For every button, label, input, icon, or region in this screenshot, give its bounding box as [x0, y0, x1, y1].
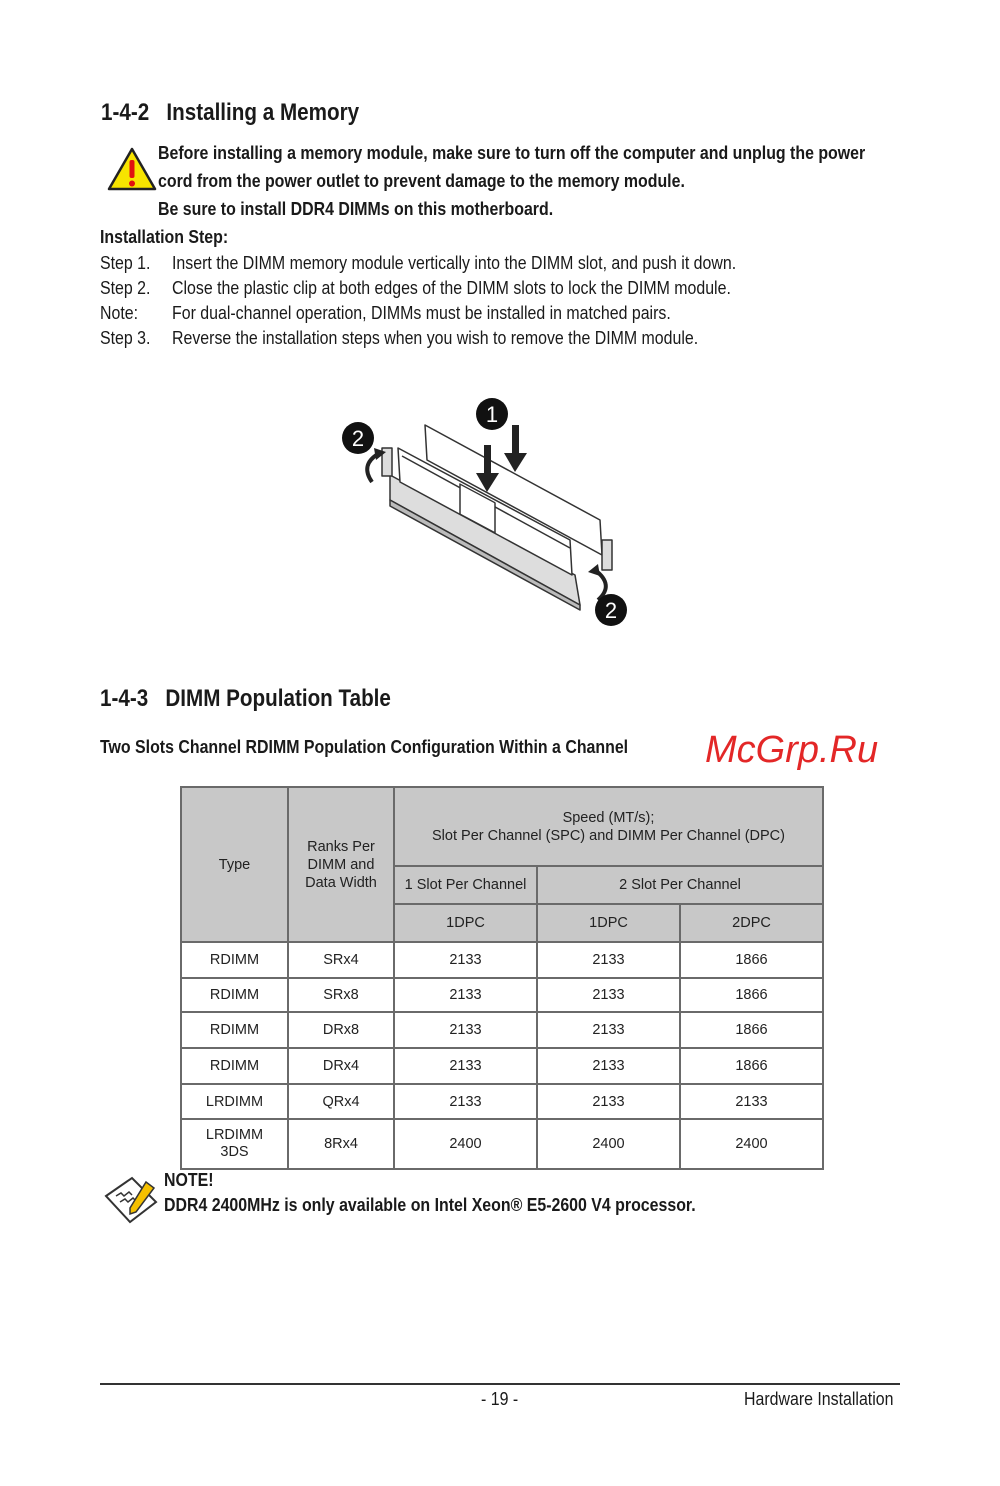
- callout-2: [342, 422, 374, 454]
- dimm-population-table: [180, 786, 824, 1170]
- callout-2: [595, 594, 627, 626]
- header-speed: Speed (MT/s); Slot Per Channel (SPC) and DIMM Per Channel (DPC): [394, 787, 823, 866]
- cell-speed: 2133: [394, 942, 537, 978]
- header-dpc: 1DPC: [394, 904, 537, 942]
- cell-speed: 2400: [537, 1119, 680, 1169]
- note-text: DDR4 2400MHz is only available on Intel Xeon® E5-2600 V4 processor.: [164, 1194, 696, 1215]
- table-row: [181, 1012, 823, 1048]
- cell-speed: 2133: [394, 1012, 537, 1048]
- header-dpc: 1DPC: [537, 904, 680, 942]
- cell-speed: 1866: [680, 978, 823, 1012]
- cell-type: RDIMM: [181, 1048, 288, 1084]
- table-row: [181, 942, 823, 978]
- cell-speed: 1866: [680, 1012, 823, 1048]
- cell-speed: 2133: [680, 1084, 823, 1119]
- svg-text:2: 2: [351, 426, 365, 451]
- callout-1: [476, 398, 508, 430]
- cell-ranks: QRx4: [288, 1084, 394, 1119]
- table-row: [181, 1119, 823, 1169]
- table-row: [181, 978, 823, 1012]
- cell-type: RDIMM: [181, 942, 288, 978]
- cell-ranks: DRx4: [288, 1048, 394, 1084]
- cell-speed: 2133: [537, 942, 680, 978]
- header-type: Type: [181, 787, 288, 942]
- svg-text:2: 2: [604, 598, 618, 623]
- cell-type: LRDIMM 3DS: [181, 1119, 288, 1169]
- note-title: NOTE!: [164, 1169, 214, 1190]
- cell-speed: 2133: [537, 1084, 680, 1119]
- step-text: For dual-channel operation, DIMMs must be installed in matched pairs.: [172, 302, 671, 323]
- section-number: 1-4-3: [100, 685, 149, 712]
- section-heading-dimm-table: [100, 685, 391, 713]
- page-number: - 19 -: [481, 1388, 519, 1409]
- step-text: Close the plastic clip at both edges of the DIMM slots to lock the DIMM module.: [172, 277, 731, 298]
- cell-speed: 2133: [537, 978, 680, 1012]
- step-text: Insert the DIMM memory module vertically into the DIMM slot, and push it down.: [172, 252, 737, 273]
- cell-speed: 2133: [394, 1084, 537, 1119]
- step-label: Step 1.: [100, 252, 151, 273]
- table-row: [181, 1048, 823, 1084]
- cell-speed: 2133: [537, 1048, 680, 1084]
- cell-speed: 2400: [680, 1119, 823, 1169]
- cell-speed: 1866: [680, 1048, 823, 1084]
- step-label: Step 3.: [100, 327, 151, 348]
- warning-triangle-icon: [107, 146, 157, 192]
- cell-ranks: SRx4: [288, 942, 394, 978]
- step-label: Note:: [100, 302, 139, 323]
- watermark: McGrp.Ru: [705, 729, 879, 771]
- svg-text:1: 1: [485, 402, 499, 427]
- cell-speed: 2133: [394, 1048, 537, 1084]
- section-number: 1-4-2: [101, 99, 150, 126]
- section-title: Installing a Memory: [166, 99, 360, 126]
- section-heading-installing-memory: [101, 99, 359, 127]
- cell-speed: 2400: [394, 1119, 537, 1169]
- header-1spc: 1 Slot Per Channel: [394, 866, 537, 904]
- cell-ranks: DRx8: [288, 1012, 394, 1048]
- cell-type: LRDIMM: [181, 1084, 288, 1119]
- warning-text-line: cord from the power outlet to prevent damage to the memory module.: [158, 170, 685, 191]
- footer-divider: [100, 1383, 900, 1385]
- warning-text-line: Before installing a memory module, make sure to turn off the computer and unplug the power: [158, 142, 866, 163]
- step-text: Reverse the installation steps when you wish to remove the DIMM module.: [172, 327, 699, 348]
- cell-type: RDIMM: [181, 978, 288, 1012]
- header-dpc: 2DPC: [680, 904, 823, 942]
- table-subtitle: Two Slots Channel RDIMM Population Configuration Within a Channel: [100, 736, 629, 757]
- cell-type: RDIMM: [181, 1012, 288, 1048]
- warning-text-line: Be sure to install DDR4 DIMMs on this motherboard.: [158, 198, 554, 219]
- table-row: [181, 1084, 823, 1119]
- note-pencil-icon: [102, 1172, 160, 1226]
- header-2spc: 2 Slot Per Channel: [537, 866, 823, 904]
- chapter-title: Hardware Installation: [744, 1388, 894, 1409]
- cell-speed: 2133: [394, 978, 537, 1012]
- cell-speed: 2133: [537, 1012, 680, 1048]
- dimm-installation-illustration: [330, 390, 640, 630]
- step-label: Step 2.: [100, 277, 151, 298]
- header-ranks: Ranks Per DIMM and Data Width: [288, 787, 394, 942]
- installation-steps-heading: Installation Step:: [100, 226, 229, 247]
- section-title: DIMM Population Table: [165, 685, 391, 712]
- cell-speed: 1866: [680, 942, 823, 978]
- cell-ranks: SRx8: [288, 978, 394, 1012]
- cell-ranks: 8Rx4: [288, 1119, 394, 1169]
